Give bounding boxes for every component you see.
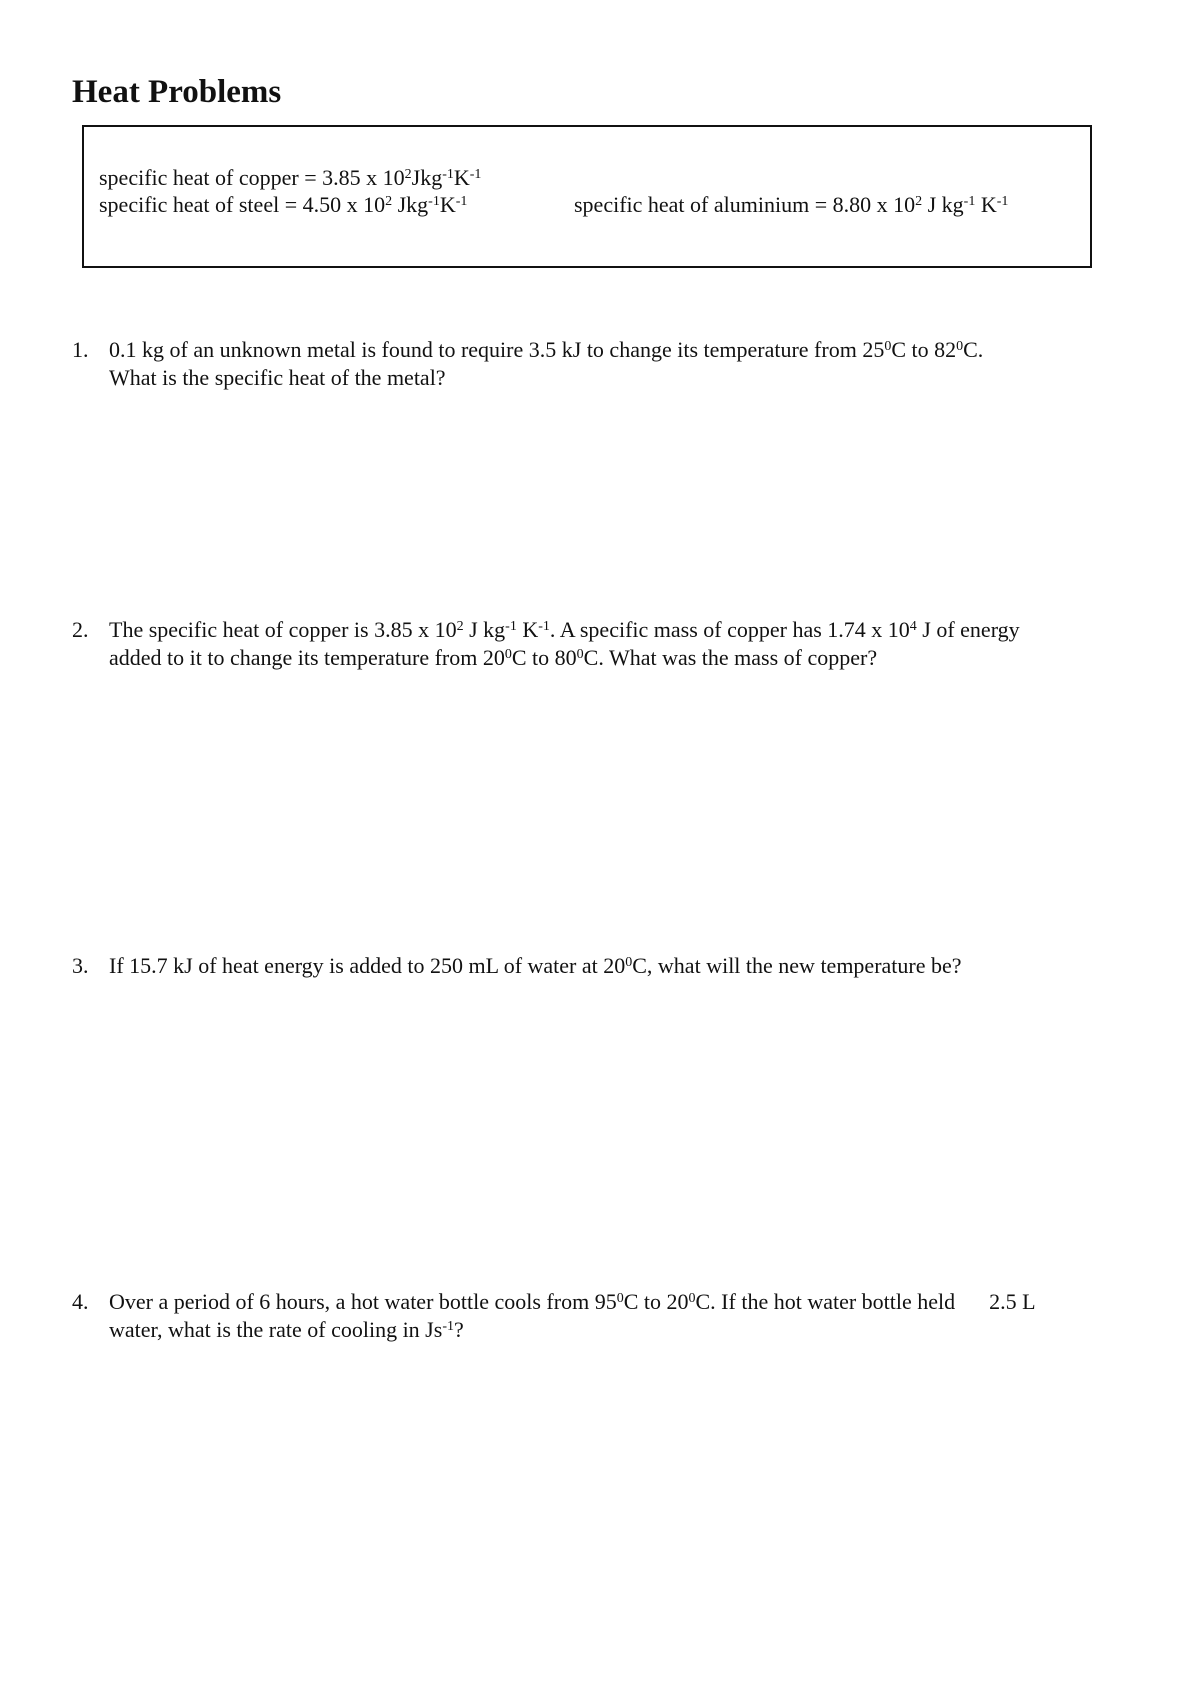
superscript: 0 (504, 647, 512, 662)
text-run: added to it to change its temperature from 20 (109, 645, 505, 670)
superscript: 2 (456, 619, 464, 634)
constant-aluminium-text: specific heat of aluminium = 8.80 x 10 (574, 192, 916, 217)
text-run: J kg (463, 617, 506, 642)
superscript: -1 (442, 1319, 454, 1334)
text-run: C. What was the mass of copper? (583, 645, 878, 670)
unit-text: J kg (922, 192, 964, 217)
unit-text: K (439, 192, 456, 217)
superscript: -1 (538, 619, 550, 634)
superscript: 0 (956, 339, 964, 354)
superscript: -1 (469, 167, 482, 182)
text-run: . A specific mass of copper has 1.74 x 10 (549, 617, 910, 642)
superscript: -1 (963, 194, 976, 209)
unit-text: K (975, 192, 997, 217)
text-run: C, what will the new temperature be? (632, 953, 962, 978)
superscript: -1 (428, 194, 440, 209)
question-text (109, 1288, 1129, 1344)
question-text (109, 616, 1129, 672)
unit-text: Jkg (392, 192, 429, 217)
question-line (109, 952, 1129, 980)
superscript: 2 (385, 194, 393, 209)
superscript: -1 (455, 194, 468, 209)
constant-copper-text: specific heat of copper = 3.85 x 10 (99, 165, 405, 190)
text-run: 0.1 kg of an unknown metal is found to require 3.5 kJ to change its temperature from 25 (109, 337, 885, 362)
unit-text: Jkg (411, 165, 443, 190)
superscript: -1 (505, 619, 517, 634)
question-text (109, 336, 1129, 392)
question-line (109, 644, 1129, 672)
constant-steel (99, 194, 467, 216)
text-run: 2.5 L (989, 1289, 1036, 1314)
unit-text: K (453, 165, 470, 190)
superscript: 0 (625, 955, 633, 970)
text-run: If 15.7 kJ of heat energy is added to 250 mL of water at 20 (109, 953, 626, 978)
question-line (109, 336, 1129, 364)
question-number: 2. (72, 617, 89, 642)
question-number: 3. (72, 953, 89, 978)
question-number: 4. (72, 1289, 89, 1314)
superscript: 0 (884, 339, 892, 354)
question-line: What is the specific heat of the metal? (109, 365, 446, 390)
superscript: 2 (915, 194, 923, 209)
superscript: 0 (576, 647, 584, 662)
superscript: -1 (442, 167, 454, 182)
superscript: -1 (996, 194, 1009, 209)
question-line (109, 1288, 1129, 1316)
superscript: 0 (688, 1291, 696, 1306)
text-run: ? (453, 1317, 464, 1342)
question-text (109, 952, 1129, 980)
text-run: J of energy (916, 617, 1020, 642)
text-run: The specific heat of copper is 3.85 x 10 (109, 617, 457, 642)
text-run: C. (963, 337, 984, 362)
question-line (109, 616, 1129, 644)
constant-aluminium (574, 194, 1008, 216)
page-title: Heat Problems (72, 74, 282, 110)
text-run: C to 82 (891, 337, 957, 362)
text-run: C. If the hot water bottle held (695, 1289, 956, 1314)
constants-box (82, 125, 1092, 268)
text-run: C to 80 (511, 645, 577, 670)
text-run: water, what is the rate of cooling in Js (109, 1317, 443, 1342)
question-number: 1. (72, 337, 89, 362)
text-run: K (516, 617, 539, 642)
constant-copper (99, 167, 481, 189)
superscript: 0 (616, 1291, 624, 1306)
question-line (109, 1316, 1129, 1344)
text-run: C to 20 (623, 1289, 689, 1314)
superscript: 4 (909, 619, 917, 634)
text-run: Over a period of 6 hours, a hot water bottle cools from 95 (109, 1289, 617, 1314)
superscript: 2 (404, 167, 412, 182)
constant-steel-text: specific heat of steel = 4.50 x 10 (99, 192, 386, 217)
